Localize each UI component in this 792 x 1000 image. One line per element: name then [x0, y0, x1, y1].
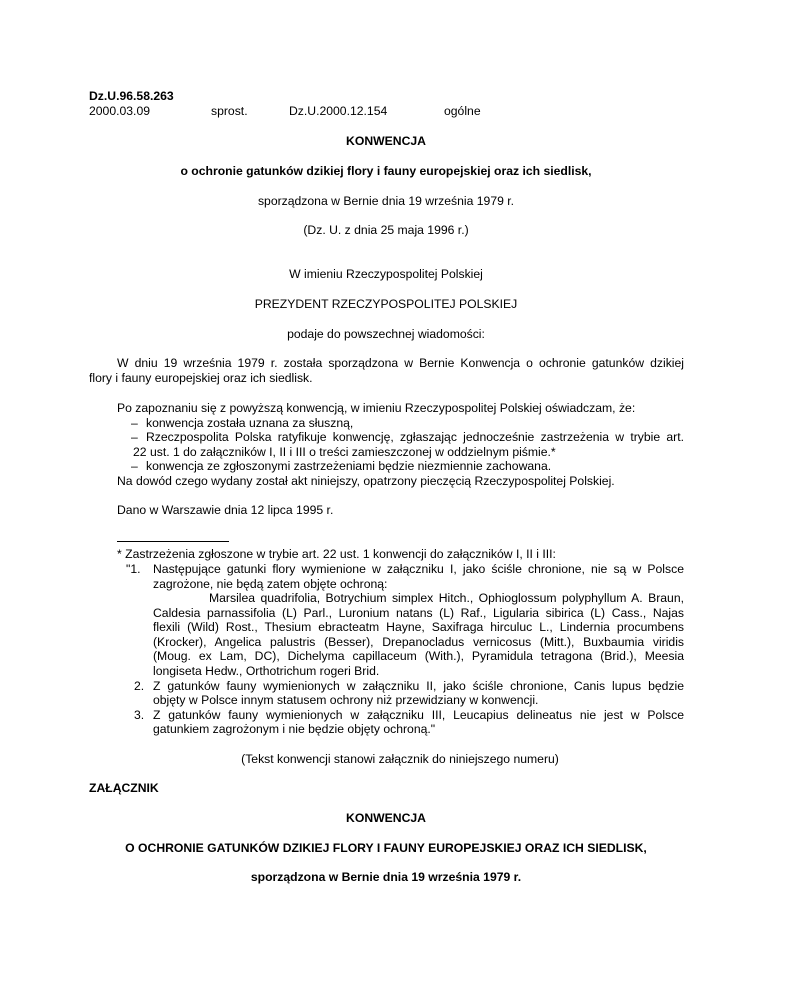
footnote-intro: * Zastrzeżenia zgłoszone w trybie art. 22 ust. 1 konwencji do załączników I, II i III:: [117, 547, 556, 561]
footnote-item-1-line-1: Następujące gatunki flory wymienione w załączniku I, jako ściśle chronione, nie są w Polsce: [153, 562, 684, 576]
annex-subtitle: O OCHRONIE GATUNKÓW DZIKIEJ FLORY I FAUNY EUROPEJSKIEJ ORAZ ICH SIEDLISK,: [125, 841, 647, 855]
bullet-2-line-1: Rzeczpospolita Polska ratyfikuje konwencję, zgłaszając jednocześnie zastrzeżenia w trybie art.: [146, 430, 684, 444]
doc-ref: Dz.U.96.58.263: [89, 89, 174, 103]
doc-subtitle: o ochronie gatunków dzikiej flory i fauny europejskiej oraz ich siedlisk,: [180, 164, 592, 178]
bullet-2-line-2: 22 ust. 1 do załączników I, II i III o treści zamieszczonej w oddzielnym piśmie.*: [133, 445, 556, 459]
doc-scope: ogólne: [444, 104, 481, 118]
president-line: PREZYDENT RZECZYPOSPOLITEJ POLSKIEJ: [254, 297, 518, 311]
footnote-item-2-line-1: Z gatunków fauny wymienionych w załączniku II, jako ściśle chronione, Canis lupus będzie: [153, 679, 684, 693]
footnote-note: (Tekst konwencji stanowi załącznik do niniejszego numeru): [241, 752, 559, 766]
footnote-number-3: 3.: [134, 708, 145, 722]
annex-place: sporządzona w Bernie dnia 19 września 1979 r.: [250, 870, 522, 884]
species-line-5: (Moug. ex Lam, DC), Dichelyma capillaceum (With.), Pyramidula tetragona (Brid.), Meesia: [153, 649, 684, 663]
doc-type: sprost.: [211, 104, 248, 118]
doc-ref2: Dz.U.2000.12.154: [289, 104, 388, 118]
bullet-dash: –: [131, 430, 138, 444]
species-line-1: Marsilea quadrifolia, Botrychium simplex Hitch., Ophioglossum polyphyllum A. Braun,: [209, 591, 684, 605]
doc-title: KONWENCJA: [346, 134, 426, 148]
doc-date: 2000.03.09: [89, 104, 150, 118]
footnote-number-2: 2.: [134, 679, 145, 693]
footnote-item-3-line-2: gatunkiem zagrożonym i nie będzie objęty ochroną.": [153, 722, 436, 736]
paragraph-1-line-1: W dniu 19 września 1979 r. została sporządzona w Bernie Konwencja o ochronie gatunków dzikiej: [117, 356, 684, 370]
paragraph-1-line-2: flory i fauny europejskiej oraz ich siedlisk.: [89, 371, 313, 385]
footnote-separator: [117, 541, 229, 542]
footnote-item-2-line-2: objęty w Polsce innym statusem ochrony niż przewidziany w konwencji.: [153, 693, 539, 707]
annex-title: KONWENCJA: [346, 811, 426, 825]
species-line-4: (Krocker), Angelica palustris (Besser), Drepanocladus vernicosus (Mitt.), Buxbaumia viridis: [153, 635, 684, 649]
bullet-3: konwencja ze zgłoszonymi zastrzeżeniami będzie niezmiennie zachowana.: [146, 459, 552, 473]
bullet-dash: –: [131, 416, 138, 430]
footnote-item-1-line-2: zagrożone, nie będą zatem objęte ochroną:: [153, 577, 388, 591]
doc-place: sporządzona w Bernie dnia 19 września 1979 r.: [257, 194, 515, 208]
species-line-6: longiseta Hedw., Orthotrichum rogeri Brid.: [153, 664, 380, 678]
bullet-1: konwencja została uznana za słuszną,: [146, 416, 354, 430]
paragraph-3: Na dowód czego wydany został akt niniejszy, opatrzony pieczęcią Rzeczypospolitej Polskiej.: [117, 474, 615, 488]
footnote-number-1: "1.: [126, 562, 141, 576]
paragraph-2: Po zapoznaniu się z powyższą konwencją, w imieniu Rzeczypospolitej Polskiej oświadczam, że:: [117, 401, 636, 415]
announces-line: podaje do powszechnej wiadomości:: [287, 327, 485, 341]
bullet-dash: –: [131, 459, 138, 473]
annex-label: ZAŁĄCZNIK: [89, 781, 159, 795]
doc-journal: (Dz. U. z dnia 25 maja 1996 r.): [303, 223, 469, 237]
in-name-line: W imieniu Rzeczypospolitej Polskiej: [289, 267, 483, 281]
species-line-3: flexili (Wild) Rost., Thesium ebracteatm Hayne, Saxifraga hirculuc L., Lindernia procumbens: [153, 620, 684, 634]
paragraph-4: Dano w Warszawie dnia 12 lipca 1995 r.: [117, 503, 334, 517]
species-line-2: Caldesia parnassifolia (L) Parl., Luronium natans (L) Raf., Ligularia sibirica (L) Cass., Najas: [153, 606, 684, 620]
footnote-item-3-line-1: Z gatunków fauny wymienionych w załączniku III, Leucapius delineatus nie jest w Polsce: [153, 708, 684, 722]
